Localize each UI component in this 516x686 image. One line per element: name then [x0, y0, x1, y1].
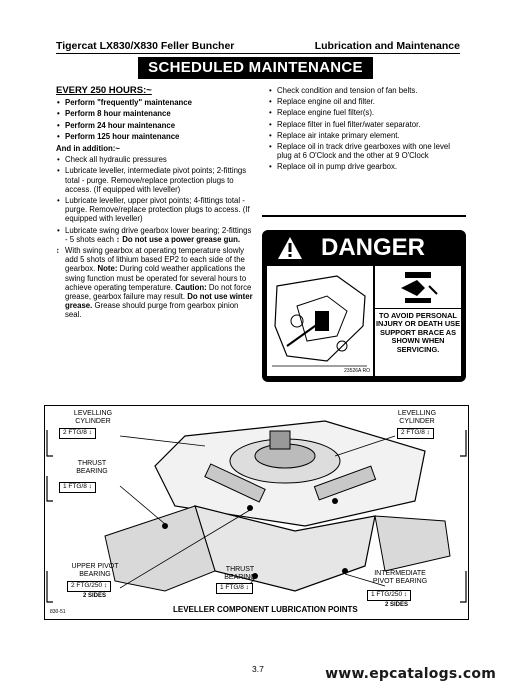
list-item: • Perform "frequently" maintenance [56, 98, 256, 107]
brace-illustration [267, 266, 373, 376]
header-title: Tigercat LX830/X830 Feller Buncher [56, 40, 235, 52]
para-text: With swing gearbox at operating temperature slowly add 5 shots of lithium based EP2 to each side of the gearbox. [65, 246, 245, 274]
sides-note: 2 SIDES [385, 602, 409, 608]
right-column [268, 86, 463, 174]
right-column-rule [262, 215, 466, 217]
list-item: • Lubricate leveller, upper pivot points; 4-fittings total - purge. Remove/replace protection plugs to access. (If equipped with leveller) [56, 196, 256, 224]
list-item: • Replace filter in fuel filter/water separator. [268, 120, 463, 129]
left-column [56, 86, 256, 320]
fitting-chip: 2 FTG/8 ↕ [59, 428, 96, 439]
fitting-chip: 1 FTG/250 ↕ [367, 590, 411, 601]
list-item: • Perform 24 hour maintenance [56, 121, 256, 130]
list-item: • Check condition and tension of fan belts. [268, 86, 463, 95]
updown-icon: ↕ [56, 246, 60, 256]
header-section: Lubrication and Maintenance [314, 40, 460, 52]
list-item: • Replace oil in pump drive gearbox. [268, 162, 463, 171]
diagram-code: 830-51 [50, 609, 66, 615]
list-item: • Replace oil in track drive gearboxes with one level plug at 6 O'Clock and the other at 9 O'Clock [268, 142, 463, 160]
decal-code: 23526A RO [344, 368, 370, 374]
caution-label: Caution: [175, 282, 207, 292]
danger-warning-text: TO AVOID PERSONAL INJURY OR DEATH USE SUPPORT BRACE AS SHOWN WHEN SERVICING. [375, 309, 461, 376]
task-list [268, 86, 463, 172]
swing-paragraph [56, 246, 256, 320]
list-item: • Replace air intake primary element. [268, 131, 463, 140]
danger-title: DANGER [320, 234, 425, 261]
header-rule [56, 53, 460, 54]
para-text: Grease should purge from gearbox pinion seal. [65, 301, 239, 320]
label-thrust-bearing-left: THRUST BEARING [76, 460, 108, 475]
watermark-site: www.epcatalogs.com [325, 666, 496, 682]
list-item: • Lubricate swing drive gearbox lower bearing; 2-fittings - 5 shots each ↕ Do not use a power grease gun. [56, 226, 256, 244]
list-item: • Perform 125 hour maintenance [56, 132, 256, 141]
fitting-chip: 1 FTG/8 ↕ [216, 583, 253, 594]
list-item: • Lubricate leveller, intermediate pivot points; 2-fittings total - purge. Remove/replace protection plugs to access. (If equipped with leveller) [56, 166, 256, 194]
crush-hazard-icon [375, 266, 461, 308]
fitting-chip: 2 FTG/8 ↕ [397, 428, 434, 439]
page-number: 3.7 [252, 664, 264, 674]
diagram-caption: LEVELLER COMPONENT LUBRICATION POINTS [173, 605, 358, 614]
support-brace-icon [267, 266, 373, 376]
bold-task-list [56, 98, 256, 141]
label-thrust-bearing-bottom: THRUST BEARING [224, 566, 256, 581]
swing-text: Lubricate swing drive gearbox lower bearing; 2-fittings - 5 shots each [65, 225, 252, 244]
leveller-diagram [44, 405, 469, 620]
swing-warning: Do not use a power grease gun. [122, 234, 241, 244]
para-text: Do not force grease, gearbox failure may result. [65, 282, 252, 302]
list-item: • Check all hydraulic pressures [56, 155, 256, 164]
interval-title: EVERY 250 HOURS:~ [56, 85, 152, 96]
in-addition-heading: And in addition:~ [56, 144, 120, 154]
para-text: During cold weather applications the swing function must be operated for several hours to achieve operating temperature. [65, 264, 247, 292]
list-item: • Replace engine oil and filter. [268, 97, 463, 106]
list-item: • Perform 8 hour maintenance [56, 109, 256, 118]
sides-note: 2 SIDES [83, 593, 107, 599]
fitting-chip: 2 FTG/250 ↕ [67, 581, 111, 592]
label-levelling-cylinder-right: LEVELLING CYLINDER [397, 410, 437, 425]
list-item: • Replace engine fuel filter(s). [268, 108, 463, 117]
label-intermediate-pivot-bearing: INTERMEDIATE PIVOT BEARING [372, 570, 428, 585]
section-banner: SCHEDULED MAINTENANCE [138, 57, 373, 79]
crush-pictogram [375, 266, 461, 308]
note-label: Note: [97, 264, 118, 274]
winter-warning: Do not use winter grease. [65, 292, 253, 311]
task-list [56, 155, 256, 244]
fitting-chip: 1 FTG/8 ↕ [59, 482, 96, 493]
label-upper-pivot-bearing: UPPER PIVOT BEARING [71, 563, 119, 578]
label-levelling-cylinder-left: LEVELLING CYLINDER [73, 410, 113, 425]
